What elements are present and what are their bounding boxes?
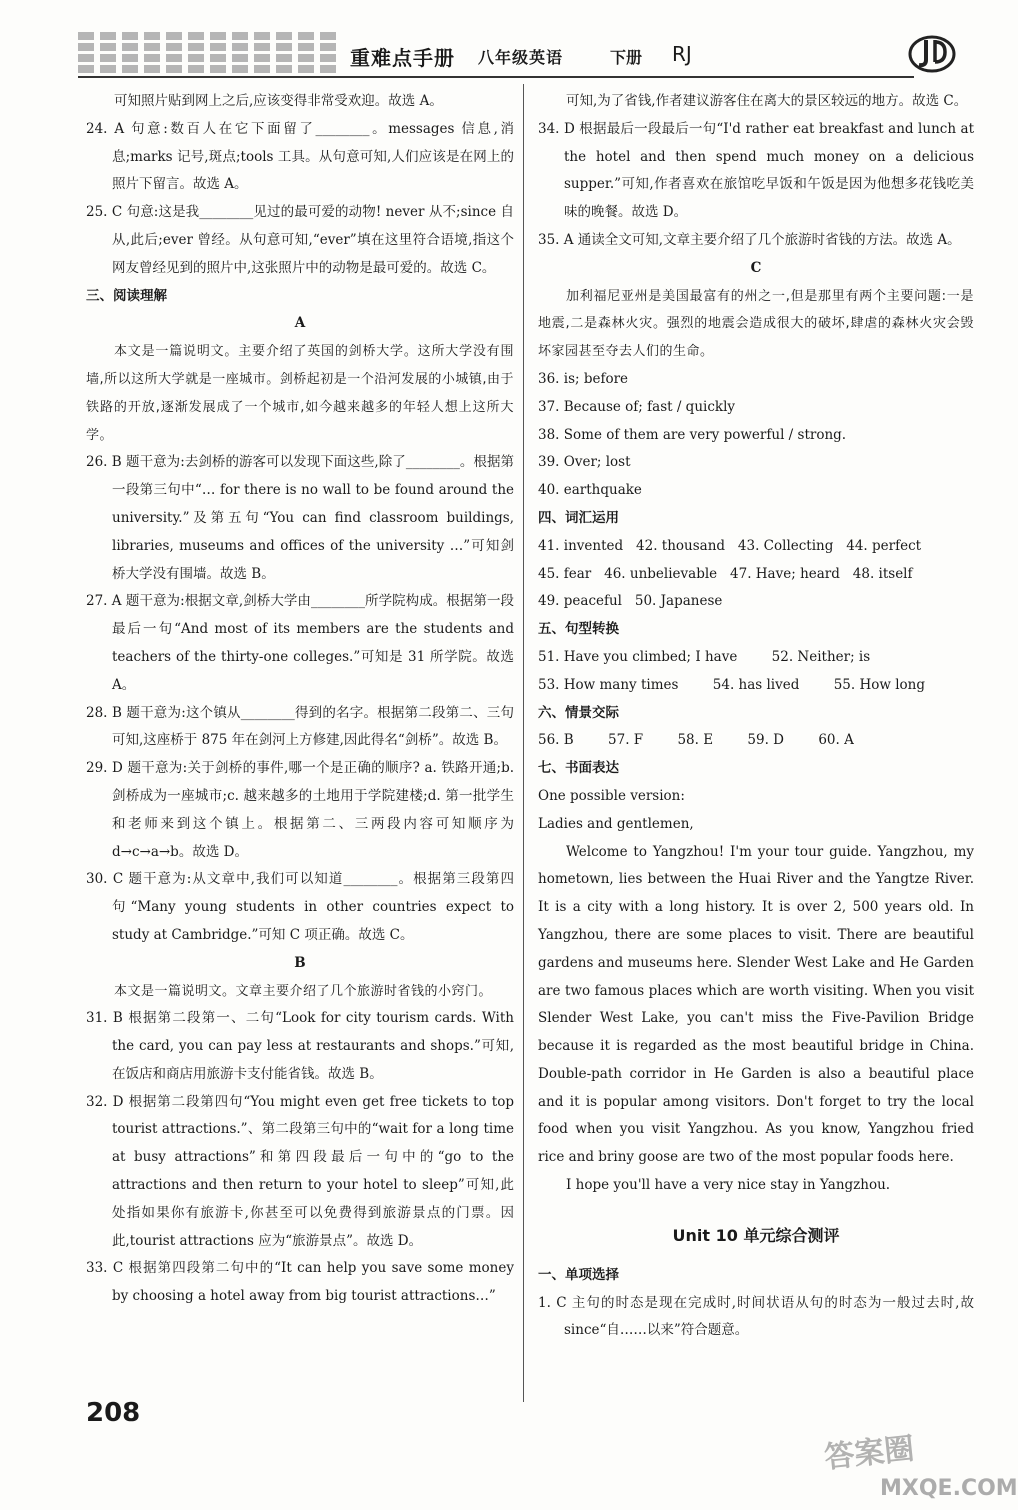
header-grid-block: [320, 54, 336, 62]
answer-27: 27. A 题干意为:根据文章,剑桥大学由________所学院构成。根据第一段最后一句“And most of its members are the students and teachers of the thirty-one colleges.”可知是 31 所学院。故选 A。: [86, 593, 514, 693]
answer-continuation: 可知照片贴到网上之后,应该变得非常受欢迎。故选 A。: [114, 93, 443, 109]
passage-c-intro: 加利福尼亚州是美国最富有的州之一,但是那里有两个主要问题:一是地震,二是森林火灾。强烈的地震会造成很大的破坏,肆虐的森林火灾会毁坏家园甚至夺去人们的生命。: [538, 288, 974, 360]
header-grid-block: [78, 54, 94, 62]
publisher-logo-icon: [906, 30, 958, 74]
edition-label: RJ: [672, 42, 692, 66]
header-grid-block: [298, 43, 314, 51]
answer-33: 33. C 根据第四段第二句中的“It can help you save some money by choosing a hotel away from big tourist attractions…”: [86, 1260, 514, 1305]
header-grid-block: [276, 54, 292, 62]
header-grid-block: [122, 32, 138, 40]
answer-continuation: 可知,为了省钱,作者建议游客住在离大的景区较远的地方。故选 C。: [566, 93, 968, 109]
essay-closing: I hope you'll have a very nice stay in Yangzhou.: [566, 1177, 891, 1194]
header-grid-block: [210, 54, 226, 62]
header-grid-block: [78, 32, 94, 40]
header-grid-block: [122, 65, 138, 73]
header-grid-block: [232, 43, 248, 51]
header-rule: [78, 76, 914, 78]
header-grid-block: [276, 32, 292, 40]
header-grid-block: [232, 65, 248, 73]
vocab-row-3: 49. peaceful 50. Japanese: [538, 593, 723, 610]
header-grid-block: [320, 65, 336, 73]
essay-greeting: Ladies and gentlemen,: [538, 815, 694, 832]
header-grid-block: [232, 54, 248, 62]
header-grid-block: [144, 32, 160, 40]
header-grid-block: [188, 32, 204, 40]
answer-36: 36. is; before: [538, 370, 629, 387]
header-grid-block: [254, 54, 270, 62]
book-title: 重难点手册: [350, 46, 455, 70]
unit-answer-1: 1. C 主句的时态是现在完成时,时间状语从句的时态为一般过去时,故 since“自……以来”符合题意。: [538, 1294, 974, 1339]
header-grid-block: [166, 32, 182, 40]
passage-b-intro: 本文是一篇说明文。文章主要介绍了几个旅游时省钱的小窍门。: [114, 983, 493, 999]
answer-32: 32. D 根据第二段第四句“You might even get free tickets to top tourist attractions.”、第二段第三句中的“wait for a long time at busy attractions”和第四段最后一句中的“go to the attractions and then return to your hotel to sleep”可知,此处指如果你有旅游卡,你甚至可以免费得到旅游景点的门票。因此,tourist attractions 应为“旅游景点”。故选 D。: [86, 1093, 514, 1249]
header-grid-block: [210, 65, 226, 73]
header-grid-block: [144, 43, 160, 51]
sentence-row-2: 53. How many times 54. has lived 55. How long: [538, 676, 925, 693]
passage-b-heading: B: [294, 954, 306, 971]
header-grid-block: [78, 43, 94, 51]
header-grid-block: [210, 43, 226, 51]
header-grid-block: [276, 65, 292, 73]
header-grid-block: [210, 32, 226, 40]
grade-subject: 八年级英语: [478, 48, 564, 67]
header-grid-block: [188, 65, 204, 73]
header-grid-block: [100, 54, 116, 62]
passage-a-intro: 本文是一篇说明文。主要介绍了英国的剑桥大学。这所大学没有围墙,所以这所大学就是一座城市。剑桥起初是一个沿河发展的小城镇,由于铁路的开放,逐渐发展成了一个城市,如今越来越多的年轻人想上这所大学。: [86, 344, 514, 443]
header-grid-block: [78, 65, 94, 73]
watermark-logo: 答案圈: [822, 1431, 916, 1476]
section-heading-sentence: 五、句型转换: [538, 621, 619, 638]
header-grid-block: [100, 65, 116, 73]
header-grid-block: [122, 43, 138, 51]
essay-version-label: One possible version:: [538, 787, 685, 804]
vocab-row-2: 45. fear 46. unbelievable 47. Have; heard 48. itself: [538, 565, 913, 582]
dialog-answers: 56. B 57. F 58. E 59. D 60. A: [538, 732, 854, 749]
sentence-row-1: 51. Have you climbed; I have 52. Neither; is: [538, 648, 871, 665]
header-grid-block: [254, 43, 270, 51]
answer-26: 26. B 题干意为:去剑桥的游客可以发现下面这些,除了________。根据第一段第三句中“… for there is no wall to be found around the university.”及第五句“You can find classroom buildings, libraries, museums and offices of the university …”可知剑桥大学没有围墙。故选 B。: [86, 454, 514, 582]
unit-heading: Unit 10 单元综合测评: [672, 1225, 840, 1245]
page-header: [0, 0, 1000, 82]
answer-30: 30. C 题干意为:从文章中,我们可以知道________。根据第三段第四句“Many young students in other countries expect to study at Cambridge.”可知 C 项正确。故选 C。: [86, 871, 514, 943]
header-grid-block: [144, 65, 160, 73]
section-heading-writing: 七、书面表达: [538, 760, 619, 777]
passage-a-heading: A: [294, 315, 306, 332]
answer-35: 35. A 通读全文可知,文章主要介绍了几个旅游时省钱的方法。故选 A。: [538, 231, 961, 248]
passage-c-heading: C: [750, 259, 762, 276]
answer-39: 39. Over; lost: [538, 454, 631, 471]
answer-37: 37. Because of; fast / quickly: [538, 398, 736, 415]
header-grid-block: [276, 43, 292, 51]
header-grid-block: [166, 54, 182, 62]
header-grid-block: [122, 54, 138, 62]
section-heading-vocabulary: 四、词汇运用: [538, 509, 619, 526]
header-grid-block: [254, 65, 270, 73]
header-grid-block: [298, 65, 314, 73]
header-grid-block: [188, 54, 204, 62]
header-grid-block: [298, 32, 314, 40]
section-heading-reading: 三、阅读理解: [86, 287, 167, 304]
header-grid-block: [144, 54, 160, 62]
volume-label: 下册: [610, 48, 643, 67]
answer-40: 40. earthquake: [538, 482, 642, 499]
header-grid-block: [232, 32, 248, 40]
header-grid-block: [166, 43, 182, 51]
header-grid-block: [320, 32, 336, 40]
watermark-url: MXQE.COM: [880, 1476, 1018, 1501]
header-grid-block: [254, 32, 270, 40]
answer-25: 25. C 句意:这是我________见过的最可爱的动物! never 从不;since 自从,此后;ever 曾经。从句意可知,“ever”填在这里符合语境,指这个网友曾经见到的照片中,这张照片中的动物是最可爱的。故选 C。: [86, 204, 514, 276]
section-heading-single-choice: 一、单项选择: [538, 1266, 619, 1283]
answer-34: 34. D 根据最后一段最后一句“I'd rather eat breakfast and lunch at the hotel and then spend much money on a delicious supper.”可知,作者喜欢在旅馆吃早饭和午饭是因为他想多花钱吃美味的晚餐。故选 D。: [538, 120, 974, 221]
answer-31: 31. B 根据第二段第一、二句“Look for city tourism cards. With the card, you can pay less at restaurants and shops.”可知,在饭店和商店用旅游卡支付能省钱。故选 B。: [86, 1010, 514, 1082]
header-grid-block: [320, 43, 336, 51]
right-column: [538, 88, 974, 1345]
column-divider: [523, 84, 524, 1402]
header-grid-block: [188, 43, 204, 51]
header-grid-block: [100, 32, 116, 40]
page-number: 208: [86, 1398, 141, 1428]
vocab-row-1: 41. invented 42. thousand 43. Collecting 44. perfect: [538, 537, 922, 554]
left-column: [86, 88, 514, 1311]
answer-24: 24. A 句意:数百人在它下面留了________。messages 信息,消息;marks 记号,斑点;tools 工具。从句意可知,人们应该是在网上的照片下留言。故选 A。: [86, 120, 514, 193]
answer-29: 29. D 题干意为:关于剑桥的事件,哪一个是正确的顺序? a. 铁路开通;b. 剑桥成为一座城市;c. 越来越多的土地用于学院建楼;d. 第一批学生和老师来到这个镇上。根据第二、三两段内容可知顺序为 d→c→a→b。故选 D。: [86, 760, 514, 860]
answer-28: 28. B 题干意为:这个镇从________得到的名字。根据第二段第二、三句可知,这座桥于 875 年在剑河上方修建,因此得名“剑桥”。故选 B。: [86, 704, 514, 749]
header-grid-block: [166, 65, 182, 73]
answer-38: 38. Some of them are very powerful / strong.: [538, 426, 847, 443]
header-grid-block: [100, 43, 116, 51]
header-grid-pattern: [78, 32, 340, 74]
header-grid-block: [298, 54, 314, 62]
essay-body: Welcome to Yangzhou! I'm your tour guide. Yangzhou, my hometown, lies between the Huai River and the Yangtze River. It is a city with a long history. It is over 2, 500 years old. In Yangzhou, there are some places to visit. There are beautiful gardens and museums here. Slender West Lake and He Garden are two famous places which are worth visiting. When you visit Slender West Lake, you can't miss the Five-Pavilion Bridge because it is regarded as the most beautiful bridge in China. Double-path corridor in He Garden is also a beautiful place and it is popular among visitors. Don't forget to try the local food when you visit Yangzhou. As you know, Yangzhou fried rice and briny goose are two of the most popular foods here.: [538, 843, 974, 1166]
section-heading-dialog: 六、情景交际: [538, 704, 619, 721]
